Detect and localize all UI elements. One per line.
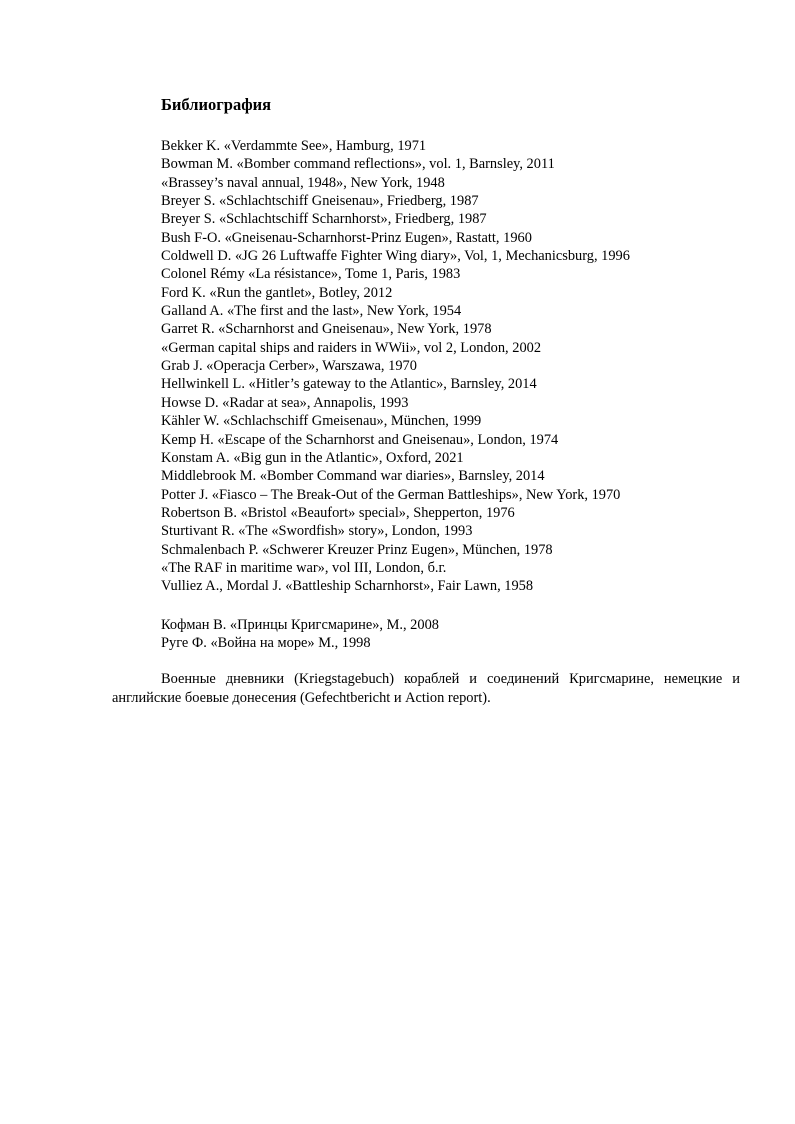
archival-sources-note: Военные дневники (Kriegstagebuch) кораблей и соединений Кригсмарине, немецкие и английские боевые донесения (Gefechtbericht и Action report). bbox=[112, 671, 740, 706]
bibliography-entry: Hellwinkell L. «Hitler’s gateway to the Atlantic», Barnsley, 2014 bbox=[161, 376, 537, 393]
bibliography-entry: Vulliez A., Mordal J. «Battleship Scharnhorst», Fair Lawn, 1958 bbox=[161, 578, 534, 595]
bibliography-entry: Schmalenbach P. «Schwerer Kreuzer Prinz Eugen», München, 1978 bbox=[161, 541, 553, 558]
foreign-bibliography-list bbox=[161, 137, 630, 596]
bibliography-entry: Sturtivant R. «The «Swordfish» story», London, 1993 bbox=[161, 523, 473, 540]
bibliography-entry: Robertson B. «Bristol «Beaufort» special», Shepperton, 1976 bbox=[161, 504, 515, 521]
bibliography-entry: «Brassey’s naval annual, 1948», New York, 1948 bbox=[161, 174, 445, 191]
bibliography-entry: Bowman M. «Bomber command reflections», vol. 1, Barnsley, 2011 bbox=[161, 156, 555, 173]
russian-bibliography-list bbox=[161, 616, 439, 653]
bibliography-entry: Howse D. «Radar at sea», Annapolis, 1993 bbox=[161, 394, 409, 411]
bibliography-entry: Galland A. «The first and the last», New York, 1954 bbox=[161, 303, 462, 320]
bibliography-entry: Kemp H. «Escape of the Scharnhorst and Gneisenau», London, 1974 bbox=[161, 431, 559, 448]
bibliography-entry: Руге Ф. «Война на море» М., 1998 bbox=[161, 635, 371, 652]
bibliography-entry: Konstam A. «Big gun in the Atlantic», Oxford, 2021 bbox=[161, 449, 464, 466]
bibliography-entry: Ford K. «Run the gantlet», Botley, 2012 bbox=[161, 284, 393, 301]
bibliography-entry: Grab J. «Operacja Cerber», Warszawa, 1970 bbox=[161, 358, 417, 375]
bibliography-entry: «German capital ships and raiders in WWii», vol 2, London, 2002 bbox=[161, 339, 542, 356]
bibliography-entry: Garret R. «Scharnhorst and Gneisenau», New York, 1978 bbox=[161, 321, 492, 338]
bibliography-entry: Breyer S. «Schlachtschiff Scharnhorst», Friedberg, 1987 bbox=[161, 211, 487, 228]
bibliography-entry: Kähler W. «Schlachschiff Gmeisenau», München, 1999 bbox=[161, 413, 482, 430]
bibliography-entry: Potter J. «Fiasco – The Break-Out of the German Battleships», New York, 1970 bbox=[161, 486, 621, 503]
bibliography-entry: Coldwell D. «JG 26 Luftwaffe Fighter Wing diary», Vol, 1, Mechanicsburg, 1996 bbox=[161, 248, 630, 265]
bibliography-entry: Middlebrook M. «Bomber Command war diaries», Barnsley, 2014 bbox=[161, 468, 545, 485]
bibliography-entry: «The RAF in maritime war», vol III, London, б.г. bbox=[161, 559, 447, 576]
bibliography-entry: Кофман В. «Принцы Кригсмарине», М., 2008 bbox=[161, 617, 439, 633]
bibliography-entry: Breyer S. «Schlachtschiff Gneisenau», Friedberg, 1987 bbox=[161, 193, 479, 210]
bibliography-entry: Bekker K. «Verdammte See», Hamburg, 1971 bbox=[161, 138, 427, 154]
bibliography-entry: Colonel Rémy «La résistance», Tome 1, Paris, 1983 bbox=[161, 266, 461, 283]
page-title: Библиография bbox=[161, 95, 272, 114]
bibliography-entry: Bush F-O. «Gneisenau-Scharnhorst-Prinz Eugen», Rastatt, 1960 bbox=[161, 229, 532, 246]
